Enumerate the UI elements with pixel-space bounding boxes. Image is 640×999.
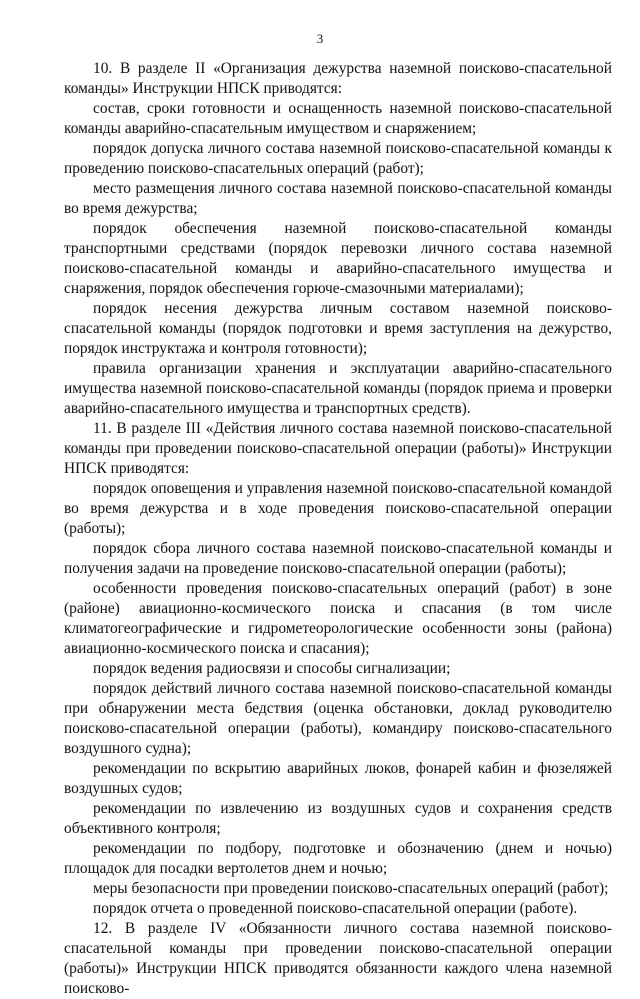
list-item: особенности проведения поисково-спасательных операций (работ) в зоне (районе) авиационно-космического поиска и спасания (в том числе климатогеографические и гидрометеорологические особенности зоны (района) авиационно-космического поиска и спасания);: [64, 580, 612, 657]
page-number: 3: [316, 31, 324, 46]
list-item: порядок несения дежурства личным составом наземной поисково-спасательной команды (порядок подготовки и время заступления на дежурство, порядок инструктажа и контроля готовности);: [64, 300, 612, 357]
list-item: рекомендации по извлечению из воздушных судов и сохранения средств объективного контроля;: [64, 800, 612, 837]
paragraph-12: 12. В разделе IV «Обязанности личного состава наземной поисково-спасательной команды при проведении поисково-спасательной операции (работы)» Инструкции НПСК приводятся обязанности каждого члена наземной поисково-: [64, 920, 612, 997]
list-item: порядок сбора личного состава наземной поисково-спасательной команды и получения задачи на проведение поисково-спасательной операции (работы);: [64, 540, 612, 577]
list-item: порядок отчета о проведенной поисково-спасательной операции (работе).: [93, 900, 578, 917]
list-item: место размещения личного состава наземной поисково-спасательной команды во время дежурства;: [64, 180, 612, 217]
list-item: состав, сроки готовности и оснащенность наземной поисково-спасательной команды аварийно-спасательным имуществом и снаряжением;: [64, 100, 612, 137]
list-item: меры безопасности при проведении поисково-спасательных операций (работ);: [93, 880, 609, 897]
paragraph-11: 11. В разделе III «Действия личного состава наземной поисково-спасательной команды при проведении поисково-спасательной операции (работы)» Инструкции НПСК приводятся:: [64, 420, 612, 477]
list-item: порядок ведения радиосвязи и способы сигнализации;: [93, 660, 451, 677]
list-item: порядок допуска личного состава наземной поисково-спасательной команды к проведению поисково-спасательных операций (работ);: [64, 140, 612, 177]
list-item: порядок действий личного состава наземной поисково-спасательной команды при обнаружении места бедствия (оценка обстановки, доклад руководителю поисково-спасательной операции (работы), командиру поисково-спасательного воздушного судна);: [64, 680, 612, 757]
paragraph-10: 10. В разделе II «Организация дежурства наземной поисково-спасательной команды» Инструкции НПСК приводятся:: [64, 60, 612, 97]
list-item: рекомендации по подбору, подготовке и обозначению (днем и ночью) площадок для посадки вертолетов днем и ночью;: [64, 840, 612, 877]
list-item: правила организации хранения и эксплуатации аварийно-спасательного имущества наземной поисково-спасательной команды (порядок приема и проверки аварийно-спасательного имущества и транспортных средств).: [64, 360, 612, 417]
list-item: рекомендации по вскрытию аварийных люков, фонарей кабин и фюзеляжей воздушных судов;: [64, 760, 612, 797]
list-item: порядок обеспечения наземной поисково-спасательной команды транспортными средствами (порядок перевозки личного состава наземной поисково-спасательной команды и аварийно-спасательного имущества и снаряжения, порядок обеспечения горюче-смазочными материалами);: [64, 220, 612, 297]
document-body: [64, 59, 612, 999]
list-item: порядок оповещения и управления наземной поисково-спасательной командой во время дежурства и в ходе проведения поисково-спасательной операции (работы);: [64, 480, 612, 537]
